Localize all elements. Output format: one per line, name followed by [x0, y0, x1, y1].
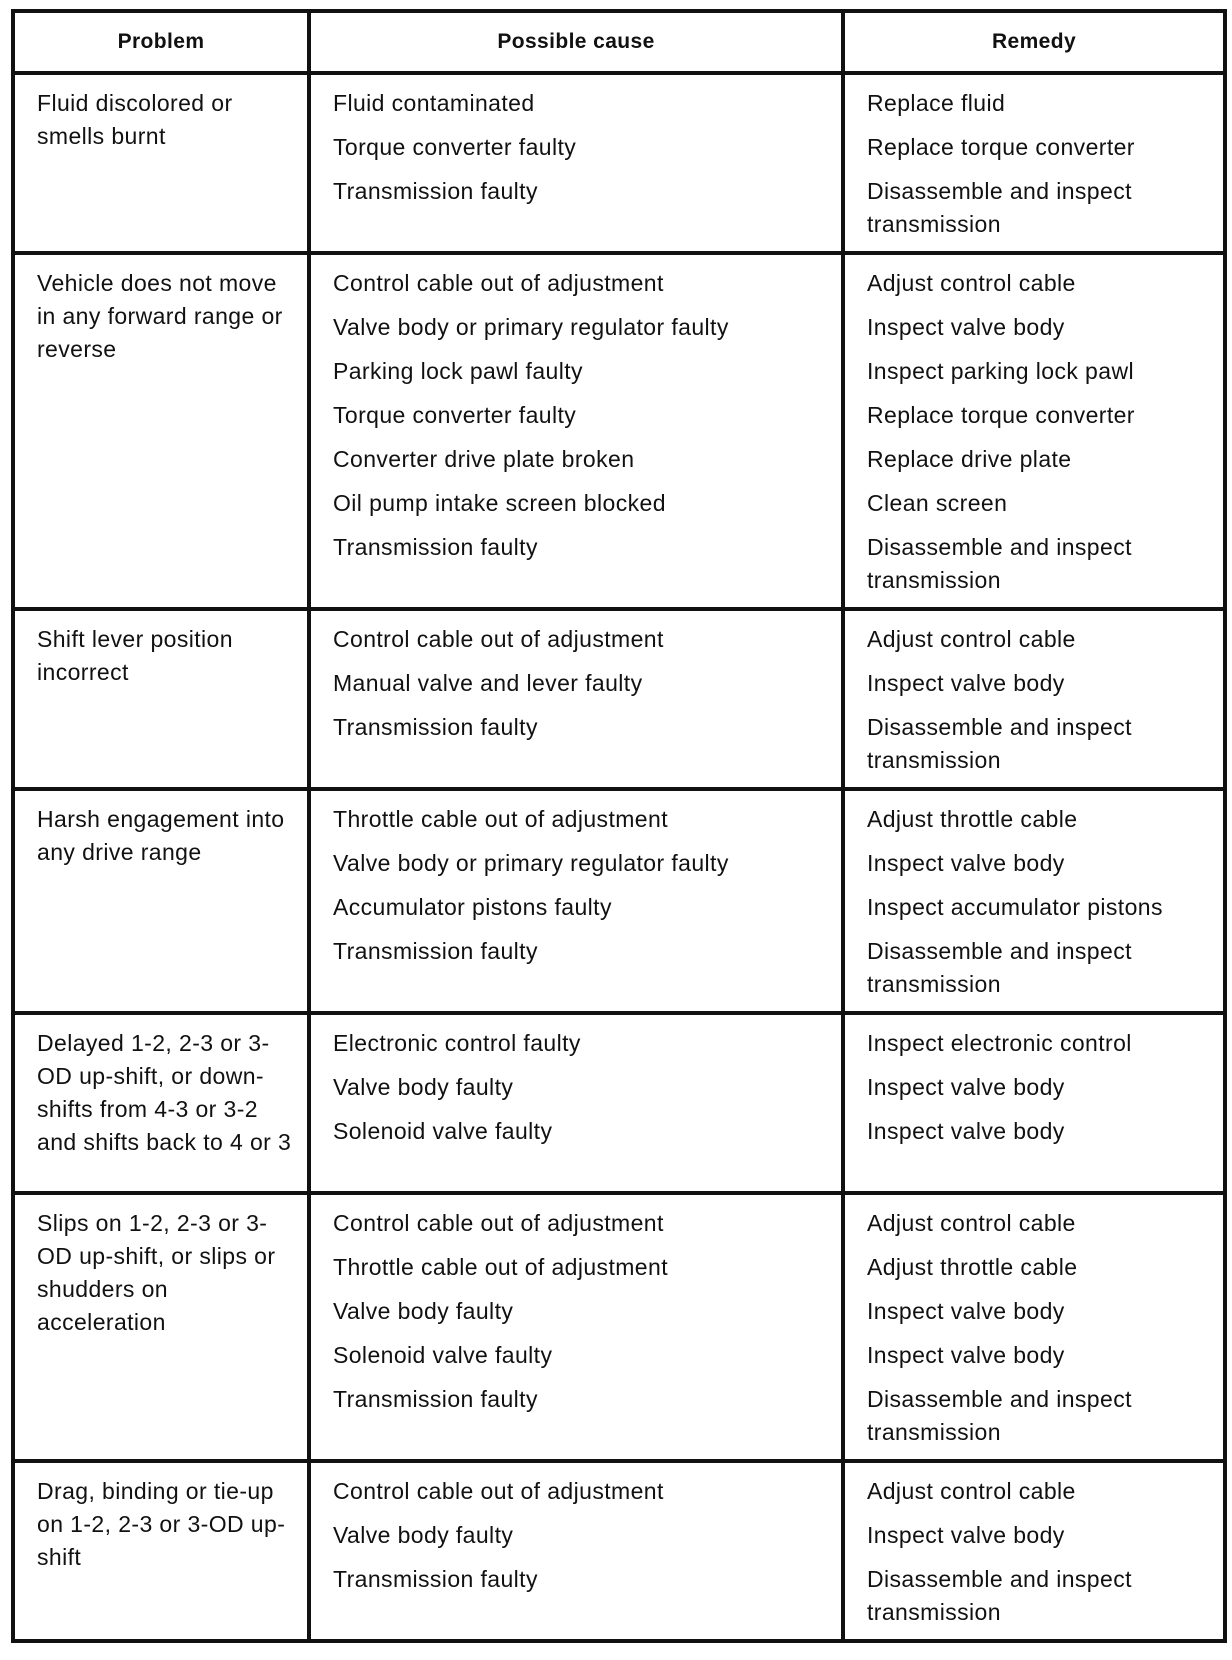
- remedy-cell: [843, 1013, 1225, 1193]
- problem-cell: Slips on 1-2, 2-3 or 3-OD up-shift, or slips or shudders on acceleration: [13, 1193, 309, 1461]
- cause-item: Fluid contaminated: [333, 90, 535, 116]
- cause-cell: [309, 253, 843, 609]
- cause-item: Accumulator pistons faulty: [333, 894, 612, 920]
- cause-cell: [309, 609, 843, 789]
- remedy-item: Disassemble and inspect transmission: [867, 534, 1132, 593]
- cause-item: Torque converter faulty: [333, 134, 577, 160]
- cause-item: Valve body faulty: [333, 1298, 514, 1324]
- cause-item: Throttle cable out of adjustment: [333, 806, 668, 832]
- cause-item: Control cable out of adjustment: [333, 626, 664, 652]
- cause-item: Parking lock pawl faulty: [333, 358, 583, 384]
- remedy-item: Inspect valve body: [867, 670, 1065, 696]
- header-row: [13, 11, 1225, 73]
- remedy-item: Inspect valve body: [867, 1522, 1065, 1548]
- remedy-cell: [843, 789, 1225, 1013]
- cause-item: Transmission faulty: [333, 534, 538, 560]
- cause-item: Oil pump intake screen blocked: [333, 490, 666, 516]
- problem-cell: Shift lever position incorrect: [13, 609, 309, 789]
- remedy-cell: [843, 1193, 1225, 1461]
- table-row: [13, 1013, 1225, 1193]
- remedy-item: Inspect valve body: [867, 1342, 1065, 1368]
- cause-cell: [309, 1461, 843, 1641]
- problem-cell: Vehicle does not move in any forward range or reverse: [13, 253, 309, 609]
- cause-item: Control cable out of adjustment: [333, 1210, 664, 1236]
- cause-cell: [309, 789, 843, 1013]
- remedy-item: Replace torque converter: [867, 134, 1135, 160]
- remedy-item: Adjust control cable: [867, 1478, 1076, 1504]
- cause-item: Converter drive plate broken: [333, 446, 635, 472]
- remedy-item: Adjust control cable: [867, 626, 1076, 652]
- remedy-item: Inspect valve body: [867, 1298, 1065, 1324]
- header-problem: Problem: [13, 11, 309, 73]
- remedy-item: Adjust throttle cable: [867, 1254, 1078, 1280]
- troubleshooting-table: [11, 9, 1227, 1643]
- cause-item: Transmission faulty: [333, 714, 538, 740]
- problem-cell: Drag, binding or tie-up on 1-2, 2-3 or 3-OD up-shift: [13, 1461, 309, 1641]
- remedy-cell: [843, 1461, 1225, 1641]
- cause-item: Throttle cable out of adjustment: [333, 1254, 668, 1280]
- cause-item: Solenoid valve faulty: [333, 1342, 553, 1368]
- cause-item: Torque converter faulty: [333, 402, 577, 428]
- remedy-item: Inspect valve body: [867, 1118, 1065, 1144]
- cause-item: Manual valve and lever faulty: [333, 670, 643, 696]
- header-possible-cause: Possible cause: [309, 11, 843, 73]
- cause-item: Control cable out of adjustment: [333, 1478, 664, 1504]
- remedy-cell: [843, 253, 1225, 609]
- remedy-item: Replace fluid: [867, 90, 1006, 116]
- remedy-item: Adjust throttle cable: [867, 806, 1078, 832]
- cause-cell: [309, 1193, 843, 1461]
- cause-item: Valve body faulty: [333, 1522, 514, 1548]
- cause-cell: [309, 73, 843, 253]
- remedy-item: Inspect valve body: [867, 314, 1065, 340]
- table-row: [13, 789, 1225, 1013]
- cause-item: Valve body or primary regulator faulty: [333, 850, 729, 876]
- table-row: [13, 1193, 1225, 1461]
- remedy-item: Disassemble and inspect transmission: [867, 714, 1132, 773]
- remedy-item: Disassemble and inspect transmission: [867, 178, 1132, 237]
- problem-cell: Fluid discolored or smells burnt: [13, 73, 309, 253]
- cause-item: Valve body or primary regulator faulty: [333, 314, 729, 340]
- problem-cell: Delayed 1-2, 2-3 or 3-OD up-shift, or down-shifts from 4-3 or 3-2 and shifts back to 4 or 3: [13, 1013, 309, 1193]
- table-body: [13, 73, 1225, 1641]
- remedy-item: Replace drive plate: [867, 446, 1072, 472]
- remedy-item: Disassemble and inspect transmission: [867, 1386, 1132, 1445]
- cause-item: Transmission faulty: [333, 1566, 538, 1592]
- remedy-item: Inspect accumulator pistons: [867, 894, 1163, 920]
- remedy-item: Inspect parking lock pawl: [867, 358, 1134, 384]
- remedy-item: Clean screen: [867, 490, 1008, 516]
- table-row: [13, 609, 1225, 789]
- remedy-item: Inspect electronic control: [867, 1030, 1132, 1056]
- remedy-item: Adjust control cable: [867, 270, 1076, 296]
- header-remedy: Remedy: [843, 11, 1225, 73]
- remedy-item: Replace torque converter: [867, 402, 1135, 428]
- remedy-item: Disassemble and inspect transmission: [867, 938, 1132, 997]
- cause-item: Electronic control faulty: [333, 1030, 581, 1056]
- problem-cell: Harsh engagement into any drive range: [13, 789, 309, 1013]
- table-row: [13, 253, 1225, 609]
- remedy-item: Inspect valve body: [867, 1074, 1065, 1100]
- cause-item: Transmission faulty: [333, 1386, 538, 1412]
- table-row: [13, 73, 1225, 253]
- remedy-item: Adjust control cable: [867, 1210, 1076, 1236]
- remedy-cell: [843, 73, 1225, 253]
- remedy-item: Disassemble and inspect transmission: [867, 1566, 1132, 1625]
- cause-cell: [309, 1013, 843, 1193]
- cause-item: Valve body faulty: [333, 1074, 514, 1100]
- cause-item: Transmission faulty: [333, 938, 538, 964]
- cause-item: Control cable out of adjustment: [333, 270, 664, 296]
- remedy-cell: [843, 609, 1225, 789]
- cause-item: Solenoid valve faulty: [333, 1118, 553, 1144]
- table-row: [13, 1461, 1225, 1641]
- remedy-item: Inspect valve body: [867, 850, 1065, 876]
- cause-item: Transmission faulty: [333, 178, 538, 204]
